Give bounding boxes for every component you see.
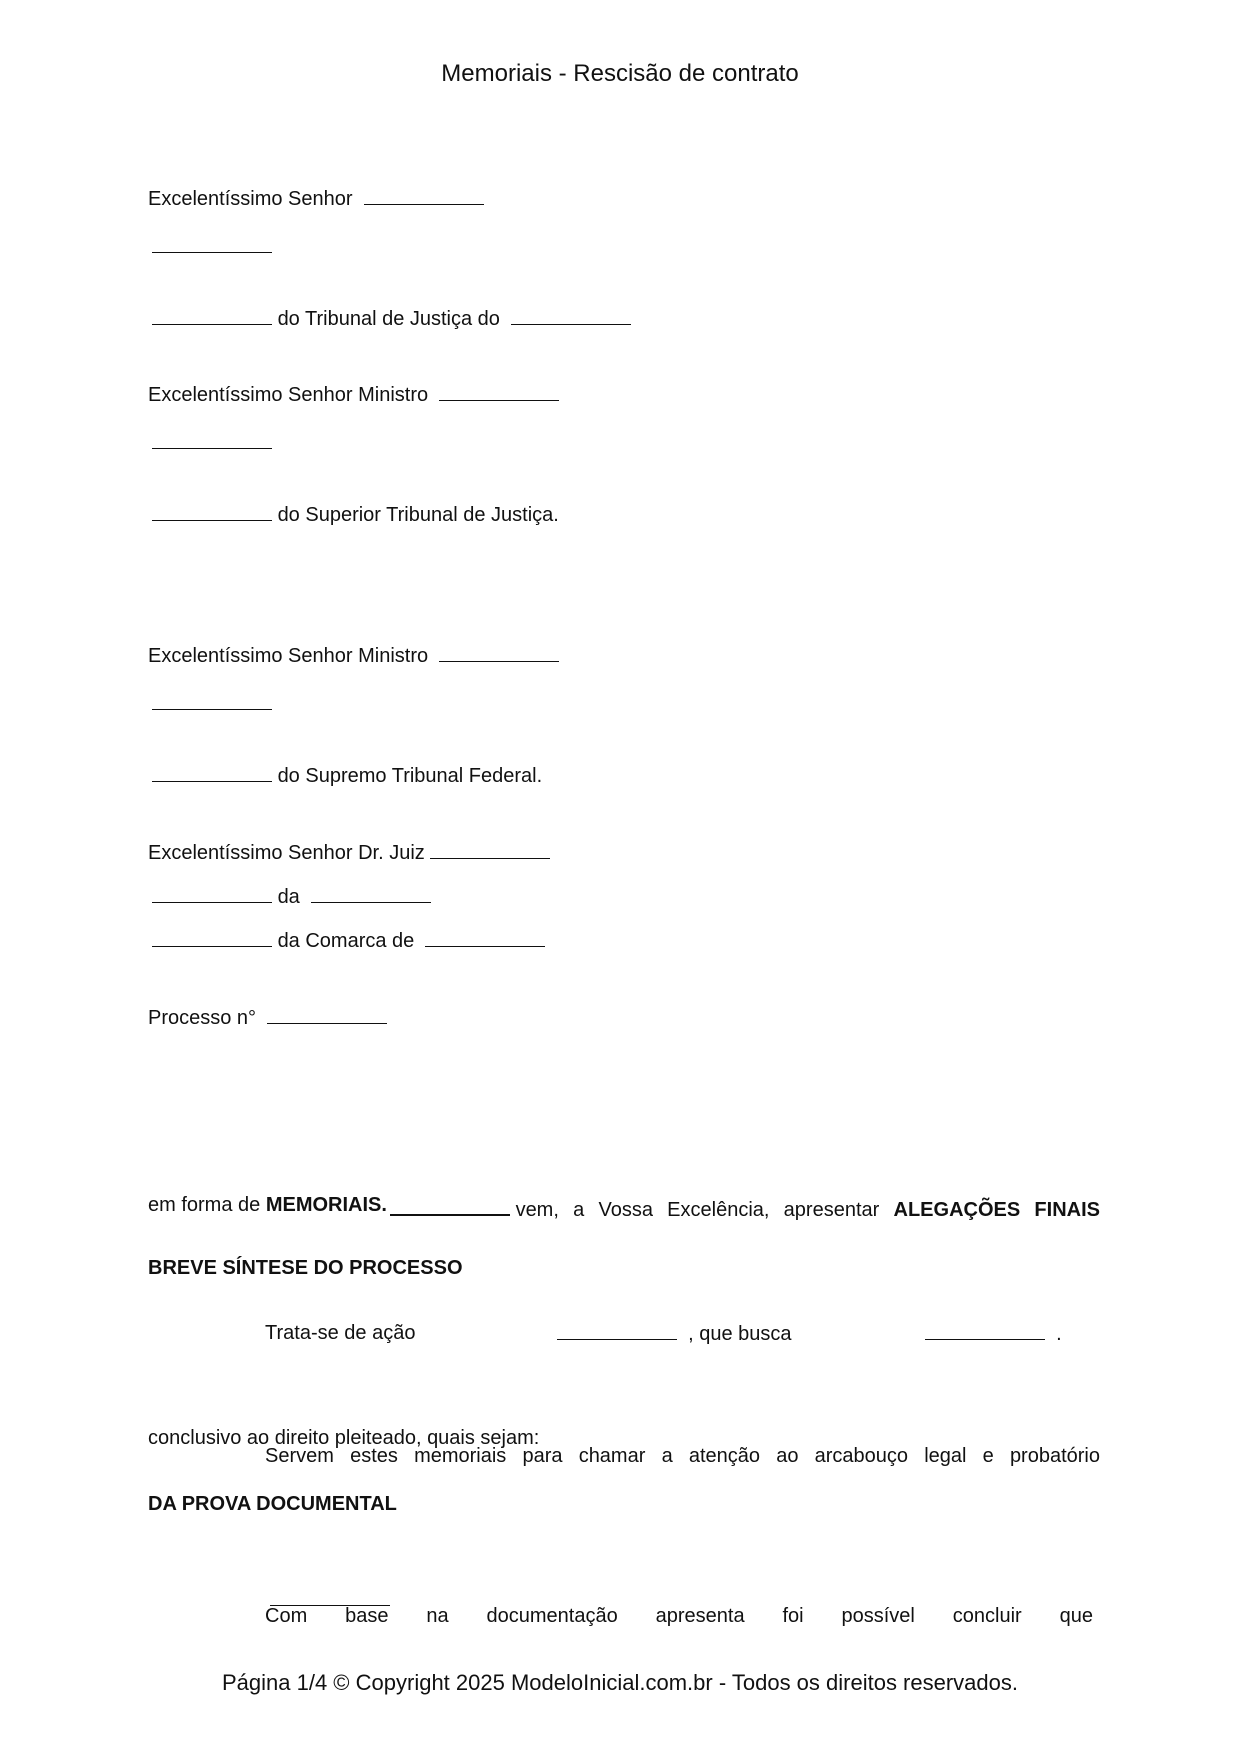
text: Processo n° xyxy=(148,1007,257,1029)
blank-field xyxy=(152,234,272,253)
blank-field xyxy=(311,884,431,903)
text: Excelentíssimo Senhor xyxy=(148,188,353,210)
text: MEMORIAIS. xyxy=(265,1194,387,1216)
blank-field xyxy=(511,306,631,325)
section-title-prova-documental: DA PROVA DOCUMENTAL xyxy=(148,1493,397,1515)
text: , que busca xyxy=(688,1323,792,1345)
text: do Superior Tribunal de Justiça. xyxy=(277,504,559,526)
word: estes xyxy=(350,1445,398,1467)
text: Excelentíssimo Senhor Ministro xyxy=(148,384,429,406)
word: ao xyxy=(776,1445,799,1467)
text: . xyxy=(1056,1323,1062,1345)
blank-field xyxy=(267,1005,387,1024)
text: Excelentíssimo Senhor Ministro xyxy=(148,645,429,667)
text: Vossa xyxy=(598,1199,653,1221)
blank-field xyxy=(152,306,272,325)
word: apresenta xyxy=(655,1605,745,1627)
section-title-sintese: BREVE SÍNTESE DO PROCESSO xyxy=(148,1257,463,1279)
blank-field xyxy=(152,763,272,782)
word: base xyxy=(345,1605,389,1627)
blank-field xyxy=(152,691,272,710)
addressee-line-9 xyxy=(152,763,542,788)
word: na xyxy=(426,1605,449,1627)
section1-p1-start: Trata-se de ação xyxy=(265,1322,416,1344)
section2-p1-line2 xyxy=(270,1587,390,1612)
word: e xyxy=(982,1445,994,1467)
text: Excelentíssimo Senhor Dr. Juiz xyxy=(148,842,425,864)
word: chamar xyxy=(578,1445,646,1467)
word: que xyxy=(1059,1605,1093,1627)
section2-p1-line1 xyxy=(265,1556,1093,1676)
word: arcabouço xyxy=(814,1445,909,1467)
blank-field xyxy=(152,928,272,947)
word: para xyxy=(522,1445,563,1467)
blank-field xyxy=(439,643,559,662)
section1-p2-line2: conclusivo ao direito pleiteado, quais sejam: xyxy=(148,1427,540,1449)
word: atenção xyxy=(688,1445,761,1467)
intro-line-2 xyxy=(148,1193,387,1217)
word: foi xyxy=(782,1605,804,1627)
blank-field xyxy=(925,1321,1045,1340)
blank-field xyxy=(152,430,272,449)
word: legal xyxy=(924,1445,967,1467)
addressee-line-6 xyxy=(152,502,559,527)
addressee-line-12 xyxy=(152,928,545,953)
addressee-line-5 xyxy=(152,430,272,455)
word: concluir xyxy=(952,1605,1022,1627)
text: da xyxy=(277,886,300,908)
text: vem, xyxy=(515,1199,559,1221)
text: da Comarca de xyxy=(277,930,415,952)
text: Excelência, xyxy=(667,1199,770,1221)
section1-p1-end xyxy=(925,1321,1062,1346)
word: memoriais xyxy=(414,1445,507,1467)
page-header: Memoriais - Rescisão de contrato xyxy=(441,60,799,87)
blank-field xyxy=(430,840,550,859)
blank-field xyxy=(439,382,559,401)
blank-field xyxy=(557,1321,677,1340)
blank-field xyxy=(152,502,272,521)
text: a xyxy=(573,1199,585,1221)
addressee-line-4 xyxy=(148,382,559,407)
addressee-line-7 xyxy=(148,643,559,668)
word: documentação xyxy=(486,1605,618,1627)
process-number-line xyxy=(148,1005,387,1030)
addressee-line-3 xyxy=(152,306,631,331)
section1-p1-middle xyxy=(557,1321,792,1346)
addressee-line-8 xyxy=(152,691,272,716)
text: FINAIS xyxy=(1034,1199,1100,1221)
text: do Tribunal de Justiça do xyxy=(277,308,500,330)
text: apresentar xyxy=(783,1199,880,1221)
blank-field xyxy=(364,186,484,205)
word: Com xyxy=(265,1605,308,1627)
blank-field xyxy=(390,1196,510,1216)
text: em forma de xyxy=(148,1194,266,1216)
word: possível xyxy=(841,1605,915,1627)
addressee-line-11 xyxy=(152,884,431,909)
blank-field xyxy=(152,884,272,903)
word: a xyxy=(661,1445,673,1467)
blank-field xyxy=(425,928,545,947)
text: do Supremo Tribunal Federal. xyxy=(277,765,543,787)
addressee-line-10 xyxy=(148,840,550,865)
blank-field xyxy=(270,1587,390,1606)
page-footer: Página 1/4 © Copyright 2025 ModeloInicial.com.br - Todos os direitos reservados. xyxy=(222,1670,1018,1695)
text: ALEGAÇÕES xyxy=(893,1199,1021,1221)
word: probatório xyxy=(1009,1445,1100,1467)
intro-line-1 xyxy=(390,1148,1100,1270)
word: Servem xyxy=(265,1445,334,1467)
addressee-line-1 xyxy=(148,186,484,211)
addressee-line-2 xyxy=(152,234,272,259)
